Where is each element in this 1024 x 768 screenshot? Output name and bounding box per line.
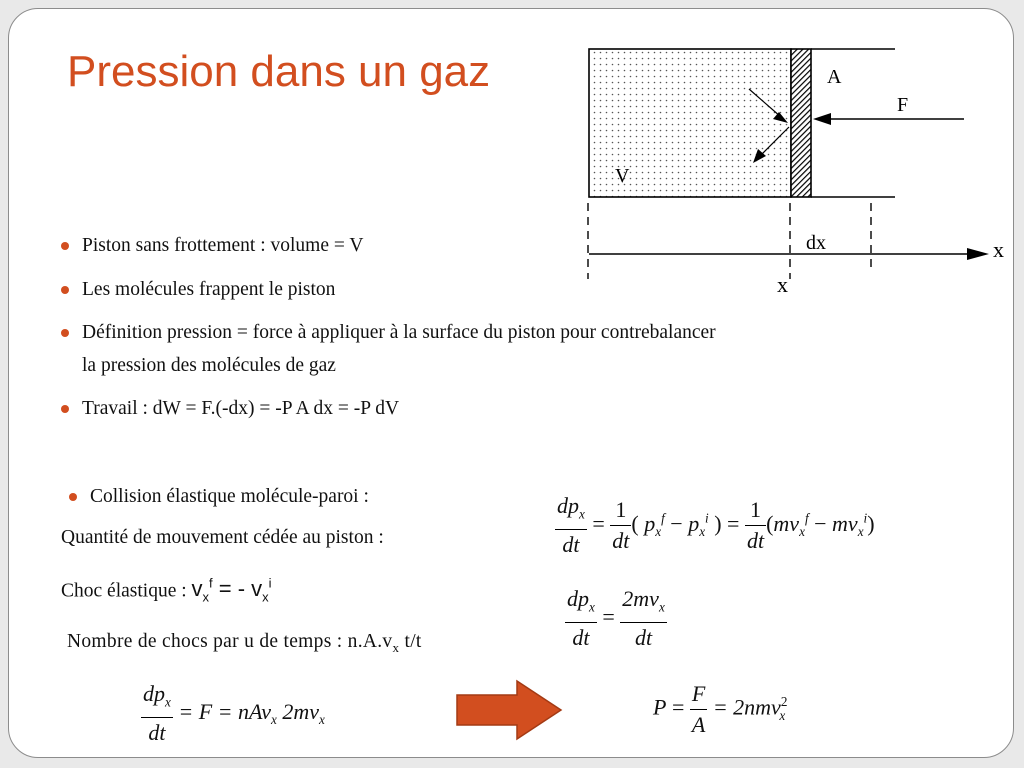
bullet-definition-continued: la pression des molécules de gaz xyxy=(82,355,336,376)
label-A: A xyxy=(827,66,842,88)
equation-pressure: P = $\frac{F}{A}$ = 2nmv$^2_x$ xyxy=(653,681,788,737)
bullet-definition: Définition pression = force à appliquer à la surface du piston pour contrebalancer xyxy=(82,320,716,346)
label-F: F xyxy=(897,94,909,116)
x-axis-arrow-icon xyxy=(967,248,989,260)
equation-elastic-momentum: $\frac{dp_x}{dt}$ = $\frac{2mv_x}{dt}$ xyxy=(567,586,665,651)
bullet-collision: Collision élastique molécule-paroi : xyxy=(90,484,369,510)
bullet-dot-icon xyxy=(61,405,69,413)
nombre-chocs: Nombre de chocs par u de temps : $n.A.v_x$ t/t xyxy=(67,631,422,655)
choc-elastique: Choc élastique : $v_x^f$ = - $v_x^i$ xyxy=(61,576,272,605)
label-x-position: x xyxy=(777,272,788,297)
equation-momentum-rate: $\frac{dp_x}{dt}$ = $\frac{1}{dt}$ ( $p_x^f - p_x^i$ ) = $\frac{1}{dt}$ $(mv_x^f - mv_x^i)$ xyxy=(557,493,875,558)
bullet-travail: Travail : dW = F.(-dx) = -P A dx = -P dV xyxy=(82,396,399,422)
label-V: V xyxy=(615,165,630,187)
bullet-molecules: Les molécules frappent le piston xyxy=(82,277,335,303)
piston xyxy=(791,49,811,197)
slide xyxy=(8,8,1014,758)
label-dx: dx xyxy=(806,232,826,254)
label-x-axis: x xyxy=(993,237,1004,262)
force-arrow-icon xyxy=(813,113,831,125)
bullet-piston: Piston sans frottement : volume = V xyxy=(82,233,363,259)
momentum-label: Quantité de mouvement cédée au piston : xyxy=(61,527,384,548)
implies-arrow-icon xyxy=(455,679,565,741)
slide-title: Pression dans un gaz xyxy=(67,47,491,96)
piston-diagram xyxy=(569,39,1014,301)
bullet-dot-icon xyxy=(61,329,69,337)
bullet-dot-icon xyxy=(61,242,69,250)
bullet-dot-icon xyxy=(61,286,69,294)
bullet-dot-icon xyxy=(69,493,77,501)
equation-force: $\frac{dp_x}{dt}$ = F = nAv$_x$ $2mv_x$ xyxy=(143,681,325,746)
